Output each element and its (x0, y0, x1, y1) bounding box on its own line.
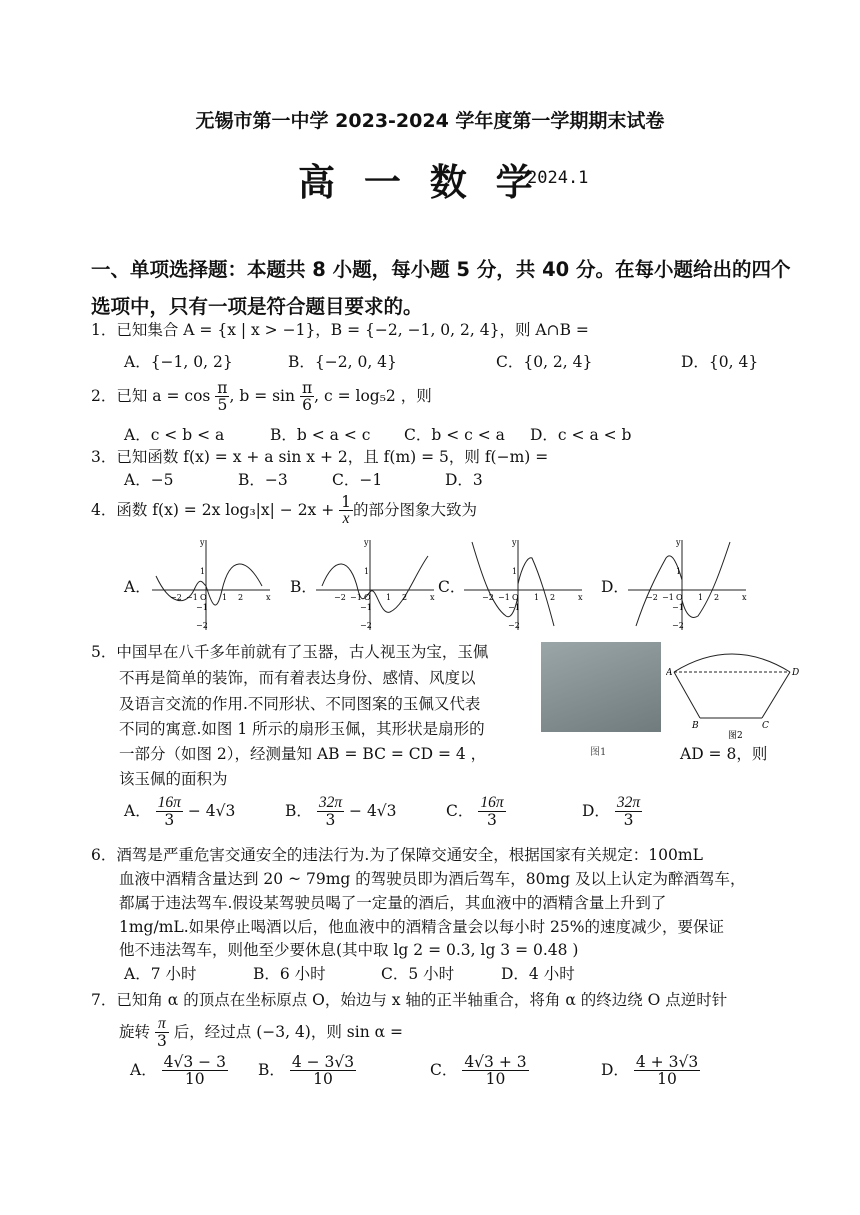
denominator: 3 (325, 811, 336, 830)
exam-date: 2024.1 (527, 168, 589, 188)
tick-x-m2: −2 (646, 593, 658, 602)
tick-y-m2: −2 (672, 621, 684, 630)
tick-y-1: 1 (364, 567, 370, 576)
question-6-line5: 他不违法驾车，则他至少要休息(其中取 lg 2 = 0.3, lg 3 = 0.48 ) (119, 941, 579, 959)
denominator: 3 (156, 1032, 167, 1051)
q2-option-a: A．c < b < a (124, 426, 225, 444)
question-5-line3: 及语言交流的作用.不同形状、不同图案的玉佩又代表 (119, 695, 481, 713)
axis-y-label: y (512, 538, 517, 547)
denominator: 10 (657, 1070, 677, 1089)
q6-option-a: A．7 小时 (124, 965, 197, 983)
q5-option-a (124, 795, 235, 829)
q3-option-c: C．−1 (332, 471, 383, 489)
numerator: 4√3 − 3 (163, 1053, 226, 1071)
question-1 (91, 318, 589, 340)
question-number: 1． (91, 321, 117, 339)
q5-option-b (285, 795, 397, 829)
question-6-line1 (91, 843, 703, 865)
q4-option-a: A． (124, 578, 151, 596)
question-text: 已知集合 A = {x | x > −1}，B = {−2, −1, 0, 2, 4}，则 A∩B = (116, 321, 589, 339)
tick-x-m1: −1 (350, 593, 362, 602)
option-letter: D． (601, 1060, 629, 1079)
numerator: 4√3 + 3 (464, 1053, 527, 1071)
text: 后，经过点 (−3, 4)，则 sin α = (173, 1022, 403, 1041)
numerator: π (217, 379, 228, 397)
option-letter: C． (446, 801, 474, 820)
fraction-pi-5 (215, 380, 229, 414)
q1-option-b: B．{−2, 0, 4} (288, 353, 397, 371)
axis-x-label: x (578, 593, 583, 602)
jade-pendant-photo (541, 642, 661, 732)
fraction (462, 1054, 528, 1088)
question-5-line4: 不同的寓意.如图 1 所示的扇形玉佩，其形状是扇形的 (119, 720, 485, 738)
fraction-1-over-x (339, 494, 353, 528)
question-5-line6: 该玉佩的面积为 (119, 770, 228, 788)
question-number: 6． (91, 846, 117, 864)
denominator: 10 (485, 1070, 506, 1089)
numerator: 4 + 3√3 (635, 1053, 699, 1071)
point-a-label: A (666, 668, 673, 678)
q3-option-a: A．−5 (124, 471, 174, 489)
figure-2-caption: 图2 (728, 731, 743, 740)
q2-text-b: , b = sin (229, 386, 295, 405)
fraction (615, 795, 642, 829)
q5-option-d (582, 795, 642, 829)
fraction (634, 1054, 700, 1088)
option-letter: B． (285, 801, 312, 820)
fraction (478, 795, 505, 829)
text: 中国早在八千多年前就有了玉器，古人视玉为宝，玉佩 (116, 643, 489, 661)
tick-x-m2: −2 (170, 593, 182, 602)
denominator: 10 (313, 1070, 333, 1089)
numerator: 16π (157, 794, 181, 811)
numerator: π (155, 1016, 169, 1033)
section-heading-line1: 一、单项选择题：本题共 8 小题，每小题 5 分，共 40 分。在每小题给出的四个 (91, 258, 791, 281)
tick-y-m1: −1 (360, 603, 372, 612)
option-letter: A． (124, 801, 151, 820)
question-5-line1 (91, 640, 488, 662)
question-7-line2 (119, 1016, 403, 1050)
tick-y-m2: −2 (360, 621, 372, 630)
origin-label: O (676, 593, 683, 602)
tick-x-1: 1 (386, 593, 392, 602)
tick-x-m2: −2 (482, 593, 494, 602)
q2-option-d: D．c < a < b (530, 426, 632, 444)
question-number: 5． (91, 643, 117, 661)
denominator: x (342, 510, 350, 528)
q6-option-c: C．5 小时 (381, 965, 455, 983)
tick-y-1: 1 (200, 567, 206, 576)
option-tail: − 4√3 (187, 801, 236, 820)
question-5-line2: 不再是简单的装饰，而有着表达身份、感情、风度以 (119, 669, 476, 687)
point-c-label: C (762, 721, 769, 731)
question-6-line4: 1mg/mL.如果停止喝酒以后，他血液中的酒精含量会以每小时 25%的速度减少，要保证 (119, 918, 725, 936)
tick-x-2: 2 (550, 593, 556, 602)
tick-x-1: 1 (698, 593, 704, 602)
q2-text-a: 已知 a = cos (116, 386, 211, 405)
denominator: 10 (184, 1070, 205, 1089)
question-text: 已知函数 f(x) = x + a sin x + 2，且 f(m) = 5，则 f(−m) = (116, 448, 549, 466)
fraction (317, 795, 344, 829)
q2-option-c: C．b < c < a (404, 426, 505, 444)
question-5-line5-tail: AD = 8，则 (680, 745, 768, 763)
figure-2-sector-diagram (666, 640, 806, 740)
denominator: 6 (302, 396, 312, 415)
tick-x-m2: −2 (334, 593, 346, 602)
axis-y-label: y (676, 538, 681, 547)
graph-option-c (462, 536, 588, 632)
origin-label: O (200, 593, 207, 602)
point-b-label: B (692, 721, 699, 731)
question-number: 3． (91, 448, 117, 466)
question-number: 2． (91, 386, 117, 405)
fraction (290, 1054, 356, 1088)
q4-option-b: B． (290, 578, 317, 596)
question-6-line2: 血液中酒精含量达到 20 ~ 79mg 的驾驶员即为酒后驾车，80mg 及以上认定为醉酒驾车， (119, 870, 746, 888)
q1-option-c: C．{0, 2, 4} (496, 353, 593, 371)
q7-option-b (258, 1054, 356, 1088)
origin-label: O (364, 593, 371, 602)
option-letter: B． (258, 1060, 285, 1079)
numerator: 32π (318, 794, 343, 811)
fraction (156, 795, 183, 829)
option-letter: A． (130, 1060, 157, 1079)
fraction-pi-3 (155, 1016, 169, 1050)
point-d-label: D (792, 668, 800, 678)
numerator: 1 (341, 493, 352, 511)
tick-x-2: 2 (402, 593, 408, 602)
denominator: 3 (487, 811, 497, 830)
question-4 (91, 494, 477, 528)
tick-x-m1: −1 (498, 593, 510, 602)
denominator: 3 (164, 811, 175, 830)
q2-option-b: B．b < a < c (270, 426, 371, 444)
tick-x-m1: −1 (662, 593, 674, 602)
tick-x-2: 2 (714, 593, 720, 602)
q4-text-b: 的部分图象大致为 (353, 500, 478, 519)
text: 旋转 (119, 1022, 151, 1041)
exam-subject-title: 高 一 数 学 (298, 161, 541, 204)
denominator: 3 (623, 811, 634, 830)
q4-text-a: 函数 f(x) = 2x log₃|x| − 2x + (116, 500, 335, 519)
fraction (162, 1054, 228, 1088)
numerator: 4 − 3√3 (291, 1053, 355, 1071)
q5-option-c (446, 795, 506, 829)
question-number: 7． (91, 991, 117, 1009)
origin-label: O (512, 593, 519, 602)
numerator: 32π (616, 794, 641, 811)
text: 酒驾是严重危害交通安全的违法行为.为了保障交通安全，根据国家有关规定：100mL (116, 846, 703, 864)
tick-y-m1: −1 (196, 603, 208, 612)
graph-option-a (150, 536, 276, 632)
q3-option-d: D．3 (445, 471, 483, 489)
figure-1-caption: 图1 (590, 747, 607, 758)
q7-option-d (601, 1054, 700, 1088)
option-letter: C． (430, 1060, 458, 1079)
q1-option-d: D．{0, 4} (681, 353, 759, 371)
q4-option-c: C． (438, 578, 466, 596)
tick-y-m2: −2 (508, 621, 520, 630)
graph-option-b (314, 536, 440, 632)
tick-x-1: 1 (534, 593, 540, 602)
numerator: 16π (480, 794, 504, 811)
q7-option-a (130, 1054, 228, 1088)
axis-y-label: y (364, 538, 369, 547)
numerator: π (301, 379, 313, 397)
tick-y-1: 1 (676, 567, 682, 576)
tick-y-1: 1 (512, 567, 518, 576)
exam-school-title: 无锡市第一中学 2023-2024 学年度第一学期期末试卷 (195, 110, 665, 132)
question-6-line3: 都属于违法驾车.假设某驾驶员喝了一定量的酒后，其血液中的酒精含量上升到了 (119, 894, 667, 912)
denominator: 5 (217, 396, 228, 415)
axis-x-label: x (742, 593, 747, 602)
q3-option-b: B．−3 (238, 471, 288, 489)
tick-y-m1: −1 (508, 603, 520, 612)
axis-x-label: x (266, 593, 271, 602)
tick-y-m1: −1 (672, 603, 684, 612)
option-letter: D． (582, 801, 610, 820)
q6-option-d: D．4 小时 (501, 965, 575, 983)
tick-x-2: 2 (238, 593, 244, 602)
tick-y-m2: −2 (196, 621, 208, 630)
question-7-line1 (91, 988, 727, 1010)
question-number: 4． (91, 500, 117, 519)
section-heading-line2: 选项中，只有一项是符合题目要求的。 (91, 295, 423, 318)
q1-option-a: A．{−1, 0, 2} (124, 353, 233, 371)
tick-x-1: 1 (222, 593, 228, 602)
question-2 (91, 380, 432, 414)
q6-option-b: B．6 小时 (253, 965, 326, 983)
option-tail: − 4√3 (349, 801, 397, 820)
question-5-line5: 一部分（如图 2），经测量知 AB = BC = CD = 4 ， (119, 745, 487, 763)
fraction-pi-6 (300, 380, 314, 414)
tick-x-m1: −1 (186, 593, 198, 602)
question-3 (91, 445, 548, 467)
axis-y-label: y (200, 538, 205, 547)
q2-text-c: , c = log₅2 ，则 (314, 386, 432, 405)
graph-option-d (626, 536, 752, 632)
text: 已知角 α 的顶点在坐标原点 O，始边与 x 轴的正半轴重合，将角 α 的终边绕 O 点逆时针 (116, 991, 728, 1009)
q4-option-d: D． (601, 578, 629, 596)
axis-x-label: x (430, 593, 435, 602)
q7-option-c (430, 1054, 529, 1088)
